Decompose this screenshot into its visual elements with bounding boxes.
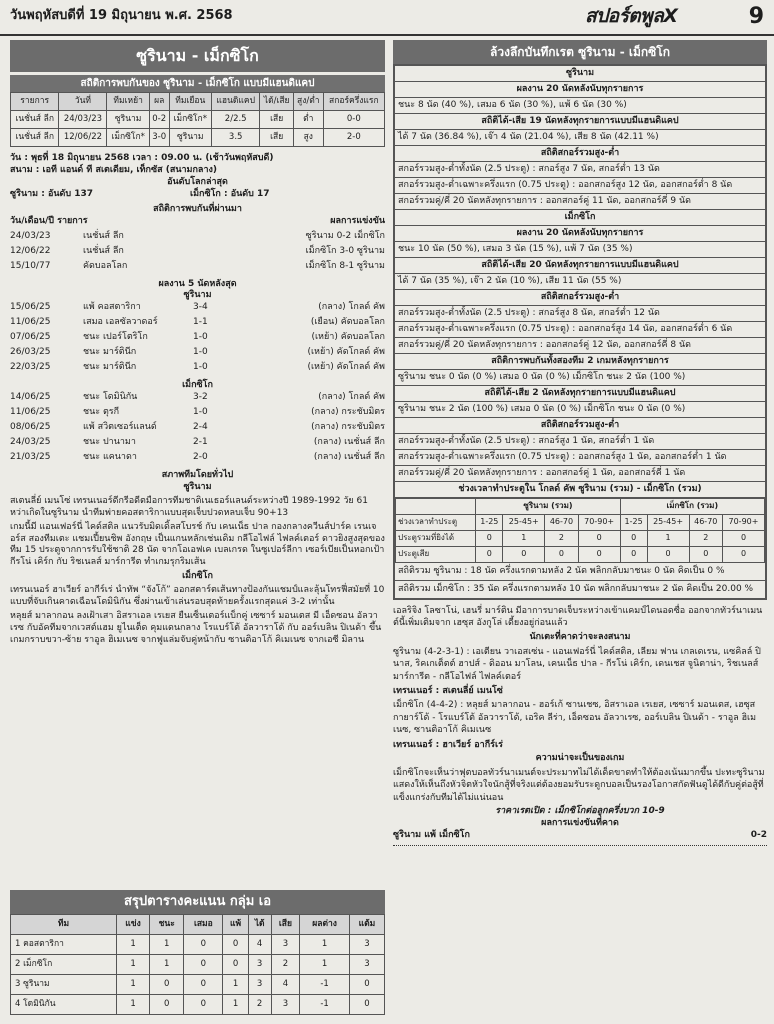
standing-cell: 0 — [150, 975, 184, 995]
standing-cell: 0 — [184, 975, 223, 995]
article-paragraph: เกมนี้มี แอนเฟอร์นี่ ไคด์สติล แนวรับมิดเดิ้ลสโบรช์ กับ เคนเน็ธ ปาล กองกลางควีนส์ปาร์ค เรนเจอร์ส สองทีมเตะ แชมเปี้ยนชิพ อังกฤษ เป็นแกนหลักเช่นเดิม กลีโอไฟล์ ไฟลค์เตอร์ ดาวยิงสูงสุดของทีม 15 ประตูจากการรับใช้ชาติ 28 นัด จากโอเอฟเค เบลเกรด ในซูเปอร์ลีกา เซอร์เบียเป็นหอกเป้า กีรโน่ เคิร์ก กับ ริชเนลส์ มาร์การีต ทำเกมรุกริมเส้น — [10, 521, 385, 568]
form-opponent: ชนะ โดมินิกัน — [83, 392, 138, 403]
past-competition: เนชั่นส์ ลีก — [83, 245, 124, 256]
goal-time-cell: 0 — [476, 531, 503, 547]
rate-team-a: ซูรินาม — [395, 66, 765, 82]
form-date: 08/06/25 — [10, 422, 51, 433]
standing-cell: 1 — [117, 935, 150, 955]
h2h-header: แฮนดิแคป — [211, 93, 259, 111]
standing-cell: 3 — [271, 935, 300, 955]
goal-time-cell: ประตูรวมที่ยิงได้ — [396, 531, 476, 547]
form-opponent: แพ้ คอสตาริกา — [83, 302, 141, 313]
standing-cell: 0 — [223, 935, 248, 955]
goal-time-cell: 0 — [722, 531, 764, 547]
last5-title: ผลงาน 5 นัดหลังสุด — [158, 278, 237, 289]
goal-time-cell: 0 — [578, 547, 620, 563]
standing-header-row — [11, 915, 385, 935]
list-item — [10, 362, 385, 377]
goal-time-team-b: เม็กซิโก (รวม) — [620, 499, 764, 515]
standing-cell: 0 — [150, 995, 184, 1015]
standing-cell: 0 — [184, 935, 223, 955]
form-opponent: ชนะ แคนาดา — [83, 452, 137, 463]
standing-header: ได้ — [248, 915, 271, 935]
form-venue: (กลาง) โกลด์ คัพ — [318, 302, 385, 313]
h2h-header: ทีมเยือน — [169, 93, 211, 111]
goal-time-team-a: ซูรินาม (รวม) — [476, 499, 620, 515]
h2h-header: รายการ — [11, 93, 59, 111]
standing-cell: 4 — [271, 975, 300, 995]
form-date: 22/03/25 — [10, 362, 51, 373]
goal-time-cell: 2 — [689, 531, 722, 547]
past-competition: เนชั่นส์ ลีก — [83, 230, 124, 241]
rate-line: สกอร์รวมสูง-ต่ำเฉพาะครึ่งแรก (0.75 ประตู) : ออกสกอร์สูง 1 นัด, ออกสกอร์ต่ำ 1 นัด — [395, 450, 765, 466]
past-date: 15/10/77 — [10, 260, 51, 271]
list-item — [10, 407, 385, 422]
team-a-form-title: ซูรินาม — [183, 290, 212, 301]
lineup-team-a: ซูรินาม (4-2-3-1) : เอเตียน วาเอสเซ่น - แอนเฟอร์นี่ ไคด์สติล, เลียม ฟาน เกลเดเรน, แซคิลล์ ปินาส, ริคเกเต็ตต์ ฮาปส์ - ดิออน มาโลน, เคนเน็ธ ปาล - กีรโน่ เคิร์ก, เดนเชส จูนิตาน่า, ริชเนลส์ มาร์การีต - กลีโอไฟล์ ไฟลค์เตอร์ — [393, 646, 761, 682]
rate-section-title: สถิติสกอร์รวมสูง-ต่ำ — [395, 290, 765, 306]
standing-header: ชนะ — [150, 915, 184, 935]
form-opponent: ชนะ มาร์ตินีก — [83, 347, 137, 358]
goal-time-corner — [396, 499, 476, 515]
coach-team-b: เทรนเนอร์ : ฮาเวียร์ อากีร์เร่ — [393, 739, 503, 750]
match-venue: สนาม : เอที แอนด์ ที สเตเดียม, เท็กซัส (สนามกลาง) — [10, 164, 218, 175]
h2h-cell: เนชั่นส์ ลีก — [11, 111, 59, 129]
past-result: ซูรินาม 0-2 เม็กซิโก — [305, 230, 385, 241]
past-header-left: วัน/เดือน/ปี รายการ — [10, 215, 88, 226]
rate-title: ล้วงลึกบันทึกเรต ซูรินาม - เม็กซิโก — [393, 40, 767, 64]
form-venue: (เหย้า) คัดโกลด์ คัพ — [307, 362, 385, 373]
goal-time-header: 70-90+ — [578, 515, 620, 531]
form-opponent: ชนะ มาร์ตินีก — [83, 362, 137, 373]
h2h-table — [10, 92, 385, 147]
goal-time-team-row — [396, 499, 765, 515]
goal-time-cell: 0 — [476, 547, 503, 563]
rate-section-title: ผลงาน 20 นัดหลังนับทุกรายการ — [395, 226, 765, 242]
prediction-score: 0-2 — [750, 829, 767, 840]
goal-time-cell: 0 — [578, 531, 620, 547]
rate-line: ได้ 7 นัด (35 %), เจ๊า 2 นัด (10 %), เสีย 11 นัด (55 %) — [395, 274, 765, 290]
goal-time-table — [395, 498, 765, 563]
form-date: 07/06/25 — [10, 332, 51, 343]
list-item — [10, 332, 385, 347]
form-venue: (กลาง) กระชับมิตร — [311, 422, 385, 433]
goal-time-cell: 1 — [503, 531, 545, 547]
goal-time-header-row — [396, 515, 765, 531]
form-venue: (เยือน) คัดบอลโลก — [310, 317, 385, 328]
rate-line: สกอร์รวมสูง-ต่ำเฉพาะครึ่งแรก (0.75 ประตู) : ออกสกอร์สูง 14 นัด, ออกสกอร์ต่ำ 6 นัด — [395, 322, 765, 338]
opening-price: ราคาเรตเปิด : เม็กซิโกต่อลูกครึ่งบวก 10-9 — [495, 806, 665, 817]
h2h-cell: สูง — [293, 129, 323, 147]
rate-team-b: เม็กซิโก — [395, 210, 765, 226]
goal-time-cell: 1 — [647, 531, 689, 547]
injury-paragraph: เอลริจิง โลซาโน่, เฮนรี่ มาร์ติน มีอาการบาดเจ็บระหว่างเข้าแคมป์ไดนอดซื่อ ออกจากทัวร์นาเมนต์นี้เพิ่มเติมจาก เฮซุส อังกูโล่ เดี้ยงอยู่ก่อนแล้ว — [393, 606, 763, 629]
standing-header: ทีม — [11, 915, 117, 935]
match-title: ซูรินาม - เม็กซิโก — [10, 40, 385, 72]
h2h-cell: 24/03/23 — [59, 111, 107, 129]
standing-team: 2 เม็กซิโก — [11, 955, 117, 975]
goal-time-header: 1-25 — [620, 515, 647, 531]
rate-line: สกอร์รวมสูง-ต่ำทั้งนัด (2.5 ประตู) : สกอร์สูง 8 นัด, สกอร์ต่ำ 12 นัด — [395, 306, 765, 322]
rate-line: ซูรินาม ชนะ 2 นัด (100 %) เสมอ 0 นัด (0 %) เม็กซิโก ชนะ 0 นัด (0 %) — [395, 402, 765, 418]
goal-time-header: 46-70 — [689, 515, 722, 531]
form-score: 1-1 — [193, 317, 208, 328]
standing-cell: 0 — [184, 995, 223, 1015]
h2h-header: สกอร์ครึ่งแรก — [323, 93, 384, 111]
form-date: 11/06/25 — [10, 317, 51, 328]
ranking-team-a: ซูรินาม : อันดับ 137 — [10, 188, 93, 199]
table-row — [11, 995, 385, 1015]
form-score: 1-0 — [193, 362, 208, 373]
form-opponent: แพ้ สวิตเซอร์แลนด์ — [83, 422, 157, 433]
h2h-header: ได้/เสีย — [260, 93, 293, 111]
goal-time-title: ช่วงเวลาทำประตูใน โกลด์ คัพ ซูรินาม (รวม) - เม็กซิโก (รวม) — [395, 482, 765, 498]
standing-header: เสมอ — [184, 915, 223, 935]
ranking-title: อันดับโลกล่าสุด — [167, 176, 228, 187]
standing-cell: 0 — [349, 975, 384, 995]
rate-box — [393, 64, 767, 600]
goal-time-cell: 0 — [503, 547, 545, 563]
goal-time-header: 25-45+ — [647, 515, 689, 531]
h2h-header: สูง/ต่ำ — [293, 93, 323, 111]
right-article — [393, 605, 767, 846]
rate-section-title: สถิติได้-เสีย 19 นัดหลังทุกรายการแบบมีแฮนดิแคป — [395, 114, 765, 130]
goal-time-header: 1-25 — [476, 515, 503, 531]
standing-header: แต้ม — [349, 915, 384, 935]
form-opponent: ชนะ ปานามา — [83, 437, 136, 448]
goal-time-header: ช่วงเวลาทำประตู — [396, 515, 476, 531]
rate-line: ซูรินาม ชนะ 0 นัด (0 %) เสมอ 0 นัด (0 %) เม็กซิโก ชนะ 2 นัด (100 %) — [395, 370, 765, 386]
ranking-team-b: เม็กซิโก : อันดับ 17 — [190, 188, 270, 199]
form-venue: (กลาง) เนชั่นส์ ลีก — [313, 437, 385, 448]
form-score: 2-1 — [193, 437, 208, 448]
standing-cell: 3 — [248, 975, 271, 995]
standing-cell: 1 — [223, 995, 248, 1015]
standing-table — [10, 914, 385, 1015]
standing-cell: 2 — [271, 955, 300, 975]
h2h-cell: เสีย — [260, 129, 293, 147]
standing-header: เสีย — [271, 915, 300, 935]
list-item — [10, 231, 385, 246]
rate-line: สกอร์รวมคู่/คี่ 20 นัดหลังทุกรายการ : ออกสกอร์คู่ 12 นัด, ออกสกอร์คี่ 8 นัด — [395, 338, 765, 354]
table-row — [396, 547, 765, 563]
standing-cell: 3 — [349, 935, 384, 955]
h2h-cell: 0-0 — [323, 111, 384, 129]
general-team-a: ซูรินาม — [183, 482, 212, 492]
goal-time-cell: 0 — [647, 547, 689, 563]
comeback-stat-b: สถิติรวม เม็กซิโก : 35 นัด ครึ่งแรกตามหลัง 10 นัด พลิกกลับมาชนะ 2 นัด คิดเป็น 20.00 % — [398, 584, 754, 594]
h2h-cell: 2/2.5 — [211, 111, 259, 129]
rate-line: สกอร์รวมคู่/คี่ 20 นัดหลังทุกรายการ : ออกสกอร์คู่ 1 นัด, ออกสกอร์คี่ 1 นัด — [395, 466, 765, 482]
past-competition: คัดบอลโลก — [83, 260, 128, 271]
prediction-row — [393, 830, 767, 846]
h2h-cell: เม็กซิโก* — [169, 111, 211, 129]
standing-cell: 1 — [117, 975, 150, 995]
goal-time-header: 46-70 — [545, 515, 578, 531]
h2h-cell: เนชั่นส์ ลีก — [11, 129, 59, 147]
past-meetings-header — [10, 216, 385, 231]
form-venue: (กลาง) เนชั่นส์ ลีก — [313, 452, 385, 463]
rate-section-title: ผลงาน 20 นัดหลังนับทุกรายการ — [395, 82, 765, 98]
list-item — [10, 437, 385, 452]
standing-cell: 3 — [248, 955, 271, 975]
list-item — [10, 347, 385, 362]
standing-header: แข่ง — [117, 915, 150, 935]
form-score: 1-0 — [193, 347, 208, 358]
standing-cell: 3 — [349, 955, 384, 975]
h2h-cell: 3.5 — [211, 129, 259, 147]
form-date: 26/03/25 — [10, 347, 51, 358]
standing-cell: 1 — [117, 955, 150, 975]
rate-line: สกอร์รวมสูง-ต่ำทั้งนัด (2.5 ประตู) : สกอร์สูง 7 นัด, สกอร์ต่ำ 13 นัด — [395, 162, 765, 178]
h2h-cell: เม็กซิโก* — [107, 129, 149, 147]
table-row — [11, 935, 385, 955]
table-row — [396, 531, 765, 547]
form-date: 15/06/25 — [10, 302, 51, 313]
rate-line: สกอร์รวมคู่/คี่ 20 นัดหลังทุกรายการ : ออกสกอร์คู่ 11 นัด, ออกสกอร์คี่ 9 นัด — [395, 194, 765, 210]
rate-section-title: สถิติสกอร์รวมสูง-ต่ำ — [395, 146, 765, 162]
goal-time-cell: 0 — [545, 547, 578, 563]
rate-line: สกอร์รวมสูง-ต่ำทั้งนัด (2.5 ประตู) : สกอร์สูง 1 นัด, สกอร์ต่ำ 1 นัด — [395, 434, 765, 450]
h2h-header: วันที่ — [59, 93, 107, 111]
right-column — [393, 40, 767, 1024]
h2h-header: ผล — [149, 93, 169, 111]
standing-cell: 1 — [300, 935, 350, 955]
form-score: 3-2 — [193, 392, 208, 403]
lineup-title: นักเตะที่คาดว่าจะลงสนาม — [529, 631, 631, 642]
table-row — [11, 955, 385, 975]
general-team-b: เม็กซิโก — [182, 571, 213, 582]
past-date: 24/03/23 — [10, 230, 51, 241]
left-column — [10, 40, 385, 1024]
page-header — [0, 0, 774, 36]
standing-cell: 2 — [248, 995, 271, 1015]
standing-header: ผลต่าง — [300, 915, 350, 935]
form-score: 1-0 — [193, 332, 208, 343]
form-date: 11/06/25 — [10, 407, 51, 418]
list-item — [10, 246, 385, 261]
table-row — [11, 111, 385, 129]
issue-date: วันพฤหัสบดีที่ 19 มิถุนายน พ.ศ. 2568 — [10, 8, 233, 23]
possibility-paragraph: เม็กซิโกจะเห็นว่าฟุตบอลทัวร์นาเมนต์จะประมาทไม่ได้เด็ดขาดทำให้ต้องเน้นมากขึ้น ปะทะซูรินามแสดงให้เห็นถึงหัวจิตหัวใจนักสู้ที่จริงแต่ต้องยอมรับระดูกบอลเป็นรองโอกาสกัดฟันดูได้ดีกับคู่ต่อสู้ที่แข็งแกร่งกับทีมได้ไม่แน่นอน — [393, 767, 765, 803]
coach-team-a: เทรนเนอร์ : สเตนลี่ย์ เมนโซ่ — [393, 685, 503, 696]
form-date: 24/03/25 — [10, 437, 51, 448]
goal-time-cell: 0 — [689, 547, 722, 563]
form-opponent: เสมอ เอลซัลวาดอร์ — [83, 317, 158, 328]
h2h-cell: 0-2 — [149, 111, 169, 129]
goal-time-cell: 2 — [545, 531, 578, 547]
list-item — [10, 317, 385, 332]
table-row — [11, 975, 385, 995]
form-date: 14/06/25 — [10, 392, 51, 403]
h2h-cell: ซูรินาม — [169, 129, 211, 147]
article-paragraph: สเตนลี่ย์ เมนโซ่ เทรนเนอร์ดีกรีอดีตมือการทีมชาติเนเธอร์แลนด์ระหว่างปี 1989-1992 วัย 61 หว่าเกิดในซูรินาม นำทีมพ่ายคอสตาริกาแบบสุดเจ็บปวดหลบเจ็บ 90+13 — [10, 495, 368, 518]
prediction-text: ซูรินาม แพ้ เม็กซิโก — [393, 829, 470, 840]
h2h-table-title: สถิติการพบกันของ ซูรินาม - เม็กซิโก แบบมีแฮนดิแคป — [10, 75, 385, 92]
form-score: 2-4 — [193, 422, 208, 433]
page-number: 9 — [748, 4, 764, 29]
form-score: 3-4 — [193, 302, 208, 313]
rate-section-title: สถิติการพบกันทั้งสองทีม 2 เกมหลังทุกรายการ — [395, 354, 765, 370]
list-item — [10, 261, 385, 276]
rate-line: ได้ 7 นัด (36.84 %), เจ๊า 4 นัด (21.04 %), เสีย 8 นัด (42.11 %) — [395, 130, 765, 146]
standing-cell: 1 — [150, 955, 184, 975]
rate-section-title: สถิติได้-เสีย 2 นัดหลังทุกรายการแบบมีแฮนดิแคป — [395, 386, 765, 402]
list-item — [10, 302, 385, 317]
form-venue: (เหย้า) คัดโกลด์ คัพ — [307, 347, 385, 358]
past-header-right: ผลการแข่งขัน — [330, 215, 385, 226]
rate-line: ชนะ 10 นัด (50 %), เสมอ 3 นัด (15 %), แพ้ 7 นัด (35 %) — [395, 242, 765, 258]
general-title: สภาพทีมโดยทั่วไป — [161, 470, 234, 481]
article-paragraph: หลุยส์ มาลากอน ลงเฝ้าเสา อิสราเอล เรเยส ยืนเซ็นเตอร์แบ็กคู่ เซซาร์ มอนเตส มี เอ็ดซอน อัลวาเรซ กับอัคทีมจากเวสต์แฮม ยูไนเต็ด คุมแดนกลาง โรแบร์โต้ อัลวาราโด้ กับ ออร์เบลิน ปิเนด้า ขึ้นเกมกราบขวา-ซ้าย ราอูล ฮิเมเนซ จากฟูแล่มจับคู่หน้ากับ ซานติอาโก้ คิเมเนซ จากเอซี มิลาน — [10, 610, 382, 645]
standing-cell: -1 — [300, 975, 350, 995]
rate-line: ชนะ 8 นัด (40 %), เสมอ 6 นัด (30 %), แพ้ 6 นัด (30 %) — [395, 98, 765, 114]
standing-title: สรุปตารางคะแนน กลุ่ม เอ — [10, 890, 385, 914]
past-meetings-title: สถิติการพบกันที่ผ่านมา — [153, 203, 242, 214]
past-date: 12/06/22 — [10, 245, 51, 256]
goal-time-header: 70-90+ — [722, 515, 764, 531]
h2h-cell: ซูรินาม — [107, 111, 149, 129]
rate-section-title: สถิติสกอร์รวมสูง-ต่ำ — [395, 418, 765, 434]
h2h-header: ทีมเหย้า — [107, 93, 149, 111]
standing-cell: -1 — [300, 995, 350, 1015]
brand-logo: สปอร์ตพูลX — [585, 5, 678, 27]
h2h-cell: ต่ำ — [293, 111, 323, 129]
goal-time-cell: 0 — [620, 531, 647, 547]
goal-time-cell: ประตูเสีย — [396, 547, 476, 563]
standing-team: 4 โดมินิกัน — [11, 995, 117, 1015]
standing-team: 1 คอสตาริกา — [11, 935, 117, 955]
standing-team: 3 ซูรินาม — [11, 975, 117, 995]
h2h-cell: 3-0 — [149, 129, 169, 147]
form-opponent: ชนะ เปอร์โตริโก — [83, 332, 148, 343]
form-venue: (กลาง) กระชับมิตร — [311, 407, 385, 418]
standing-cell: 1 — [117, 995, 150, 1015]
possibility-title: ความน่าจะเป็นของเกม — [535, 752, 625, 763]
standing-cell: 0 — [349, 995, 384, 1015]
goal-time-cell: 0 — [722, 547, 764, 563]
team-b-form-title: เม็กซิโก — [182, 380, 213, 391]
form-score: 2-0 — [193, 452, 208, 463]
h2h-cell: 12/06/22 — [59, 129, 107, 147]
form-venue: (กลาง) โกลด์ คัพ — [318, 392, 385, 403]
standing-cell: 1 — [150, 935, 184, 955]
goal-time-cell: 0 — [620, 547, 647, 563]
standing-cell: 0 — [184, 955, 223, 975]
standing-header: แพ้ — [223, 915, 248, 935]
rate-line: สกอร์รวมสูง-ต่ำเฉพาะครึ่งแรก (0.75 ประตู) : ออกสกอร์สูง 12 นัด, ออกสกอร์ต่ำ 8 นัด — [395, 178, 765, 194]
table-row — [11, 129, 385, 147]
form-date: 21/03/25 — [10, 452, 51, 463]
form-opponent: ชนะ ตุรกี — [83, 407, 120, 418]
list-item — [10, 392, 385, 407]
comeback-stat-a: สถิติรวม ซูรินาม : 18 นัด ครึ่งแรกตามหลัง 2 นัด พลิกกลับมาชนะ 0 นัด คิดเป็น 0 % — [395, 563, 765, 581]
standing-cell: 0 — [223, 955, 248, 975]
h2h-cell: เสีย — [260, 111, 293, 129]
standing-cell: 3 — [271, 995, 300, 1015]
list-item — [10, 422, 385, 437]
h2h-header-row — [11, 93, 385, 111]
lineup-team-b: เม็กซิโก (4-4-2) : หลุยส์ มาลากอน - ฮอร์เก้ ซานเชซ, อิสราเอล เรเยส, เซซาร์ มอนเตส, เฮซุส กายาร์โด้ - โรแบร์โต้ อัลวาราโด้, เอริค ลีร่า, เอ็ดซอน อัลวาเรซ, ออร์เบลิน ปิเนด้า - ราอูล ฮิเมเนซ, ซานติอาโก้ คิเมเนซ — [393, 700, 757, 736]
form-venue: (เหย้า) คัดบอลโลก — [311, 332, 385, 343]
past-result: เม็กซิโก 3-0 ซูรินาม — [305, 245, 385, 256]
goal-time-header: 25-45+ — [503, 515, 545, 531]
form-score: 1-0 — [193, 407, 208, 418]
standing-cell: 4 — [248, 935, 271, 955]
prediction-title: ผลการแข่งขันที่คาด — [541, 817, 619, 828]
list-item — [10, 452, 385, 467]
standing-section — [10, 890, 385, 1015]
ranking-row — [10, 189, 385, 204]
rate-section-title: สถิติได้-เสีย 20 นัดหลังทุกรายการแบบมีแฮนดิแคป — [395, 258, 765, 274]
article-paragraph: เทรนเนอร์ ฮาเวียร์ อากีร์เร่ นำทัพ “จังโก้” ออกสตาร์ตเส้นทางป้องกันแชมป์และลุ้นโทรฟี่สมัยที่ 10 แบบที่จับเกินคาดเฉือนโดมินิกัน ซึ่งผ่านเข้าเล่นรอบสุดท้ายครั้งแรกสุดแค่ 3-2 เท่านั้น — [10, 585, 385, 607]
match-time: วัน : พุธที่ 18 มิถุนายน 2568 เวลา : 09.00 น. (เช้าวันพฤหัสบดี) — [10, 153, 274, 163]
past-result: เม็กซิโก 8-1 ซูรินาม — [305, 260, 385, 271]
h2h-cell: 2-0 — [323, 129, 384, 147]
standing-cell: 1 — [223, 975, 248, 995]
standing-cell: 1 — [300, 955, 350, 975]
